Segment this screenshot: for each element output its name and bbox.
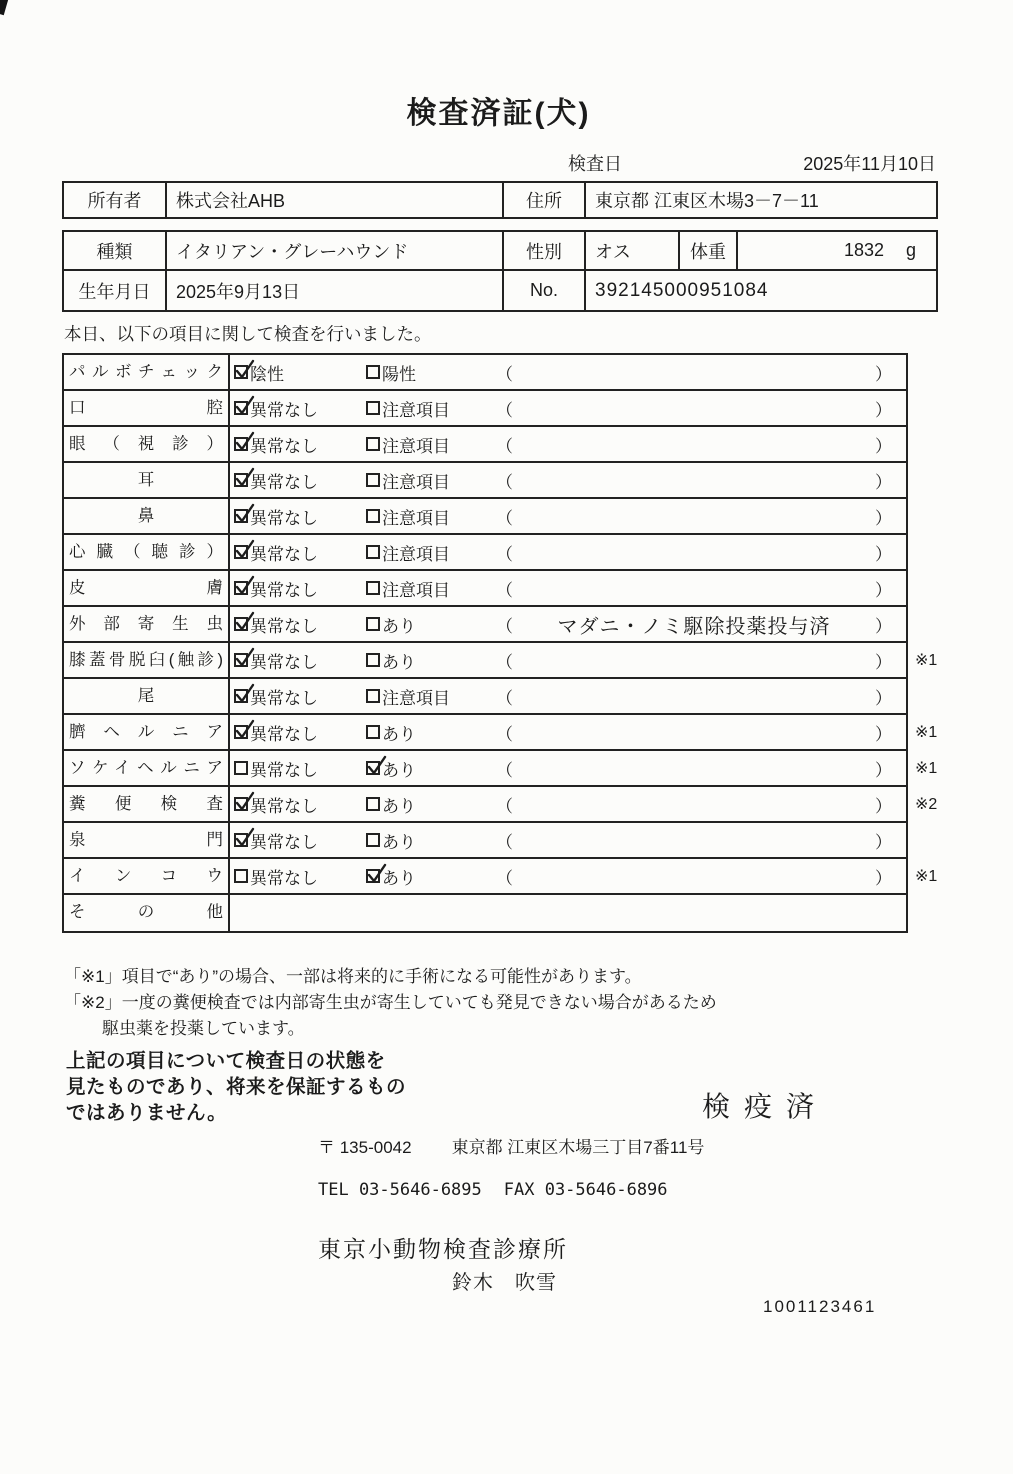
note-open-paren: （ — [496, 580, 513, 600]
checklist-row-options — [230, 859, 906, 893]
check-mark-icon — [233, 646, 256, 670]
checklist-row — [64, 607, 906, 643]
note-open-paren: （ — [496, 652, 513, 672]
option-2-label: あり — [382, 760, 416, 780]
scan-artifact — [0, 0, 10, 15]
option-1-label: 異常なし — [250, 616, 318, 636]
note-open-paren: （ — [496, 472, 513, 492]
no-label: No. — [502, 271, 584, 310]
checklist-item-label: インコウ — [64, 859, 230, 893]
note-open-paren: （ — [496, 436, 513, 456]
weight-label: 体重 — [678, 232, 736, 269]
checklist-item-label: 皮膚 — [64, 571, 230, 605]
note-close-paren: ） — [875, 616, 892, 636]
checklist-row — [64, 499, 906, 535]
note-open-paren: （ — [496, 508, 513, 528]
checklist-option-1 — [234, 828, 366, 853]
option-2-label: あり — [382, 724, 416, 744]
sex-value: オス — [584, 232, 678, 269]
checklist-item-label: 口腔 — [64, 391, 230, 425]
note-text: マダニ・ノミ駆除投薬投与済 — [557, 615, 831, 638]
inspection-date-value: 2025年11月10日 — [803, 154, 936, 174]
checklist-row-options — [230, 535, 906, 569]
birthdate-label: 生年月日 — [78, 281, 151, 302]
option-1-label: 異常なし — [250, 508, 318, 528]
checkbox-icon — [234, 761, 248, 775]
checklist-option-2 — [366, 648, 496, 673]
checkbox-icon — [366, 365, 380, 379]
checklist-row-options — [230, 499, 906, 533]
checklist-row — [64, 859, 938, 895]
weight-unit: g — [905, 240, 916, 260]
note-area — [496, 432, 906, 457]
owner-table — [62, 181, 938, 219]
note-area — [496, 540, 906, 565]
checkbox-icon — [234, 545, 248, 559]
row-reference-mark: ※1 — [915, 868, 938, 885]
birthdate-value: 2025年9月13日 — [165, 271, 502, 310]
option-2-label: 注意項目 — [382, 688, 450, 708]
checklist-option-2 — [366, 432, 496, 457]
checkbox-icon — [366, 653, 380, 667]
note-open-paren: （ — [496, 724, 513, 744]
checklist-row — [64, 787, 938, 823]
owner-label: 所有者 — [87, 191, 142, 211]
note-close-paren: ） — [875, 796, 892, 816]
checklist-item-label: パルボチェック — [64, 355, 230, 389]
option-1-label: 異常なし — [250, 724, 318, 744]
note-close-paren: ） — [875, 364, 892, 384]
checklist-option-1 — [234, 792, 366, 817]
check-mark-icon — [233, 718, 256, 742]
checklist-row — [64, 643, 938, 679]
note-area — [496, 864, 906, 889]
check-mark-icon — [233, 610, 256, 634]
checklist-item-label: 尾 — [64, 679, 230, 713]
checklist-option-1 — [234, 540, 366, 565]
note-area — [496, 648, 906, 673]
checkbox-icon — [234, 509, 248, 523]
intro-text: 本日、以下の項目に関して検査を行いました。 — [64, 324, 432, 344]
option-2-label: 注意項目 — [382, 508, 450, 528]
clinic-phone-line — [318, 1180, 668, 1200]
note-area — [496, 756, 906, 781]
checklist-row — [64, 751, 938, 787]
checklist-row-options — [230, 679, 906, 713]
checkbox-icon — [366, 833, 380, 847]
postal-code: 〒 135-0042 — [318, 1138, 412, 1157]
checklist-option-2 — [366, 576, 496, 601]
checkbox-icon — [366, 869, 380, 883]
note-close-paren: ） — [875, 544, 892, 564]
checkbox-icon — [366, 509, 380, 523]
checkbox-icon — [234, 833, 248, 847]
checklist-option-2 — [366, 792, 496, 817]
checklist-row — [64, 463, 906, 499]
clinic-address-line — [318, 1133, 704, 1158]
checkbox-icon — [234, 617, 248, 631]
checklist-option-2 — [366, 756, 496, 781]
breed-value: イタリアン・グレーハウンド — [165, 232, 502, 269]
veterinarian-name: 鈴木 吹雪 — [452, 1272, 557, 1294]
checkbox-icon — [234, 473, 248, 487]
check-mark-icon — [233, 430, 256, 454]
checklist-row-options — [230, 823, 906, 857]
checklist-item-label: 膝蓋骨脱臼(触診) — [64, 643, 230, 677]
inspection-date-row — [568, 150, 936, 176]
document-title: 検査済証(犬) — [406, 97, 591, 130]
fax-number: FAX 03-5646-6896 — [503, 1180, 668, 1200]
quarantine-stamp: 検疫済 — [702, 1091, 829, 1122]
option-2-label: 注意項目 — [382, 580, 450, 600]
disclaimer-line-3: ではありません。 — [66, 1102, 228, 1124]
checklist-option-1 — [234, 720, 366, 745]
note-area — [496, 828, 906, 853]
note-close-paren: ） — [875, 760, 892, 780]
checklist-row-options — [230, 607, 906, 641]
note-close-paren: ） — [875, 508, 892, 528]
checklist-table — [62, 353, 938, 933]
check-mark-icon — [233, 826, 256, 850]
option-1-label: 異常なし — [250, 688, 318, 708]
weight-value-cell — [736, 232, 936, 269]
checklist-row-options — [230, 787, 906, 821]
checkbox-icon — [366, 581, 380, 595]
checklist-option-1 — [234, 432, 366, 457]
checkbox-icon — [366, 689, 380, 703]
check-mark-icon — [233, 466, 256, 490]
checklist-option-1 — [234, 576, 366, 601]
checklist-option-1 — [234, 468, 366, 493]
note-area — [496, 720, 906, 745]
option-1-label: 異常なし — [250, 760, 318, 780]
row-reference-mark: ※2 — [915, 796, 938, 813]
checkbox-icon — [234, 365, 248, 379]
footnotes — [64, 964, 717, 1042]
checklist-option-2 — [366, 396, 496, 421]
clinic-name: 東京小動物検査診療所 — [318, 1236, 568, 1262]
checkbox-icon — [366, 401, 380, 415]
checklist-option-2 — [366, 540, 496, 565]
note-open-paren: （ — [496, 796, 513, 816]
note-area — [496, 504, 906, 529]
checkbox-icon — [234, 653, 248, 667]
checkbox-icon — [366, 437, 380, 451]
checkbox-icon — [366, 473, 380, 487]
option-2-label: あり — [382, 796, 416, 816]
option-1-label: 異常なし — [250, 544, 318, 564]
note-close-paren: ） — [875, 436, 892, 456]
checklist-row-options — [230, 463, 906, 497]
note-close-paren: ） — [875, 400, 892, 420]
checklist-item-label: その他 — [64, 895, 230, 931]
checklist-option-2 — [366, 612, 496, 637]
option-1-label: 陰性 — [250, 364, 284, 384]
checklist-row — [64, 823, 906, 859]
checkbox-icon — [234, 869, 248, 883]
checklist-item-label: ソケイヘルニア — [64, 751, 230, 785]
note-open-paren: （ — [496, 616, 513, 636]
note-area — [496, 610, 906, 639]
checkbox-icon — [234, 437, 248, 451]
check-mark-icon — [233, 790, 256, 814]
checklist-row — [64, 427, 906, 463]
checkbox-icon — [366, 797, 380, 811]
checklist-item-label: 耳 — [64, 463, 230, 497]
note-close-paren: ） — [875, 652, 892, 672]
no-value: 392145000951084 — [584, 271, 936, 310]
owner-address-label: 住所 — [502, 183, 584, 217]
checklist-item-label: 糞便検査 — [64, 787, 230, 821]
check-mark-icon — [233, 502, 256, 526]
note-open-paren: （ — [496, 544, 513, 564]
note-open-paren: （ — [496, 364, 513, 384]
checkbox-icon — [234, 725, 248, 739]
option-2-label: あり — [382, 832, 416, 852]
checklist-item-label: 心臓（聴診） — [64, 535, 230, 569]
row-reference-mark: ※1 — [915, 724, 938, 741]
checklist-row — [64, 355, 906, 391]
note-close-paren: ） — [875, 724, 892, 744]
breed-label: 種類 — [96, 241, 133, 262]
checkbox-icon — [366, 725, 380, 739]
disclaimer-line-1: 上記の項目について検査日の状態を — [66, 1050, 386, 1072]
checklist-row-options — [230, 895, 906, 931]
owner-address-value: 東京都 江東区木場3－7－11 — [584, 183, 936, 217]
checklist-option-1 — [234, 396, 366, 421]
tel-number: TEL 03-5646-6895 — [318, 1180, 482, 1200]
footnote-1: 「※1」項目で“あり”の場合、一部は将来的に手術になる可能性があります。 — [64, 967, 642, 986]
owner-value: 株式会社AHB — [165, 183, 502, 217]
checkbox-icon — [366, 761, 380, 775]
note-open-paren: （ — [496, 760, 513, 780]
disclaimer-line-2: 見たものであり、将来を保証するもの — [66, 1076, 407, 1098]
option-2-label: あり — [382, 616, 416, 636]
checklist-option-1 — [234, 504, 366, 529]
checkbox-icon — [366, 617, 380, 631]
option-1-label: 異常なし — [250, 436, 318, 456]
checklist-option-2 — [366, 864, 496, 889]
row-reference-mark: ※1 — [915, 760, 938, 777]
note-area — [496, 468, 906, 493]
note-close-paren: ） — [875, 868, 892, 888]
check-mark-icon — [233, 358, 256, 382]
checklist-row-options — [230, 571, 906, 605]
pet-table — [62, 230, 938, 312]
option-1-label: 異常なし — [250, 832, 318, 852]
checkbox-icon — [234, 689, 248, 703]
note-area — [496, 396, 906, 421]
sex-label: 性別 — [502, 232, 584, 269]
checklist-option-2 — [366, 468, 496, 493]
note-area — [496, 360, 906, 385]
checklist-option-2 — [366, 360, 496, 385]
option-1-label: 異常なし — [250, 796, 318, 816]
option-2-label: 注意項目 — [382, 436, 450, 456]
checklist-option-2 — [366, 720, 496, 745]
checklist-row-options — [230, 643, 906, 677]
inspection-date-label: 検査日 — [568, 154, 622, 174]
note-close-paren: ） — [875, 832, 892, 852]
checklist-row — [64, 715, 938, 751]
checklist-option-1 — [234, 360, 366, 385]
row-reference-mark: ※1 — [915, 652, 938, 669]
checkbox-icon — [234, 797, 248, 811]
checklist-option-1 — [234, 648, 366, 673]
note-area — [496, 792, 906, 817]
pet-table-row-breed — [64, 232, 936, 271]
checklist-row-options — [230, 427, 906, 461]
disclaimer-text — [66, 1048, 406, 1126]
checklist-option-1 — [234, 756, 366, 781]
checklist-option-2 — [366, 828, 496, 853]
checklist-row-options — [230, 355, 906, 389]
checklist-item-label: 泉門 — [64, 823, 230, 857]
footnote-2: 「※2」一度の糞便検査では内部寄生虫が寄生していても発見できない場合があるため — [64, 993, 717, 1012]
checklist-row — [64, 571, 906, 607]
checklist-option-1 — [234, 864, 366, 889]
option-2-label: 注意項目 — [382, 544, 450, 564]
checklist-option-1 — [234, 612, 366, 637]
checklist-row-options — [230, 391, 906, 425]
checklist-row-options — [230, 715, 906, 749]
checklist-row — [64, 679, 906, 715]
note-close-paren: ） — [875, 580, 892, 600]
option-1-label: 異常なし — [250, 472, 318, 492]
check-mark-icon — [233, 682, 256, 706]
option-2-label: あり — [382, 652, 416, 672]
checklist-row — [64, 391, 906, 427]
option-1-label: 異常なし — [250, 868, 318, 888]
note-area — [496, 684, 906, 709]
checkbox-icon — [366, 545, 380, 559]
note-open-paren: （ — [496, 868, 513, 888]
option-2-label: あり — [382, 868, 416, 888]
pet-table-row-birth — [64, 271, 936, 310]
checklist-option-2 — [366, 684, 496, 709]
option-2-label: 注意項目 — [382, 472, 450, 492]
note-open-paren: （ — [496, 400, 513, 420]
weight-value: 1832 — [843, 240, 884, 260]
checklist-row — [64, 535, 906, 571]
checklist-item-label: 鼻 — [64, 499, 230, 533]
checklist-item-label: 眼（視診） — [64, 427, 230, 461]
serial-number: 1001123461 — [763, 1297, 877, 1316]
checkbox-icon — [234, 581, 248, 595]
note-close-paren: ） — [875, 472, 892, 492]
option-2-label: 陽性 — [382, 364, 416, 384]
option-2-label: 注意項目 — [382, 400, 450, 420]
note-open-paren: （ — [496, 832, 513, 852]
footnote-2-continued: 駆虫薬を投薬しています。 — [102, 1019, 305, 1038]
check-mark-icon — [233, 574, 256, 598]
checklist-item-label: 臍ヘルニア — [64, 715, 230, 749]
check-mark-icon — [233, 394, 256, 418]
option-1-label: 異常なし — [250, 652, 318, 672]
check-mark-icon — [233, 538, 256, 562]
note-area — [496, 576, 906, 601]
check-mark-icon — [365, 754, 388, 778]
checklist-item-label: 外部寄生虫 — [64, 607, 230, 641]
checklist-row — [64, 895, 906, 931]
option-1-label: 異常なし — [250, 400, 318, 420]
option-1-label: 異常なし — [250, 580, 318, 600]
checklist-option-1 — [234, 684, 366, 709]
clinic-address: 東京都 江東区木場三丁目7番11号 — [451, 1138, 705, 1157]
note-close-paren: ） — [875, 688, 892, 708]
note-open-paren: （ — [496, 688, 513, 708]
checkbox-icon — [234, 401, 248, 415]
check-mark-icon — [365, 862, 388, 886]
checklist-option-2 — [366, 504, 496, 529]
checklist-row-options — [230, 751, 906, 785]
